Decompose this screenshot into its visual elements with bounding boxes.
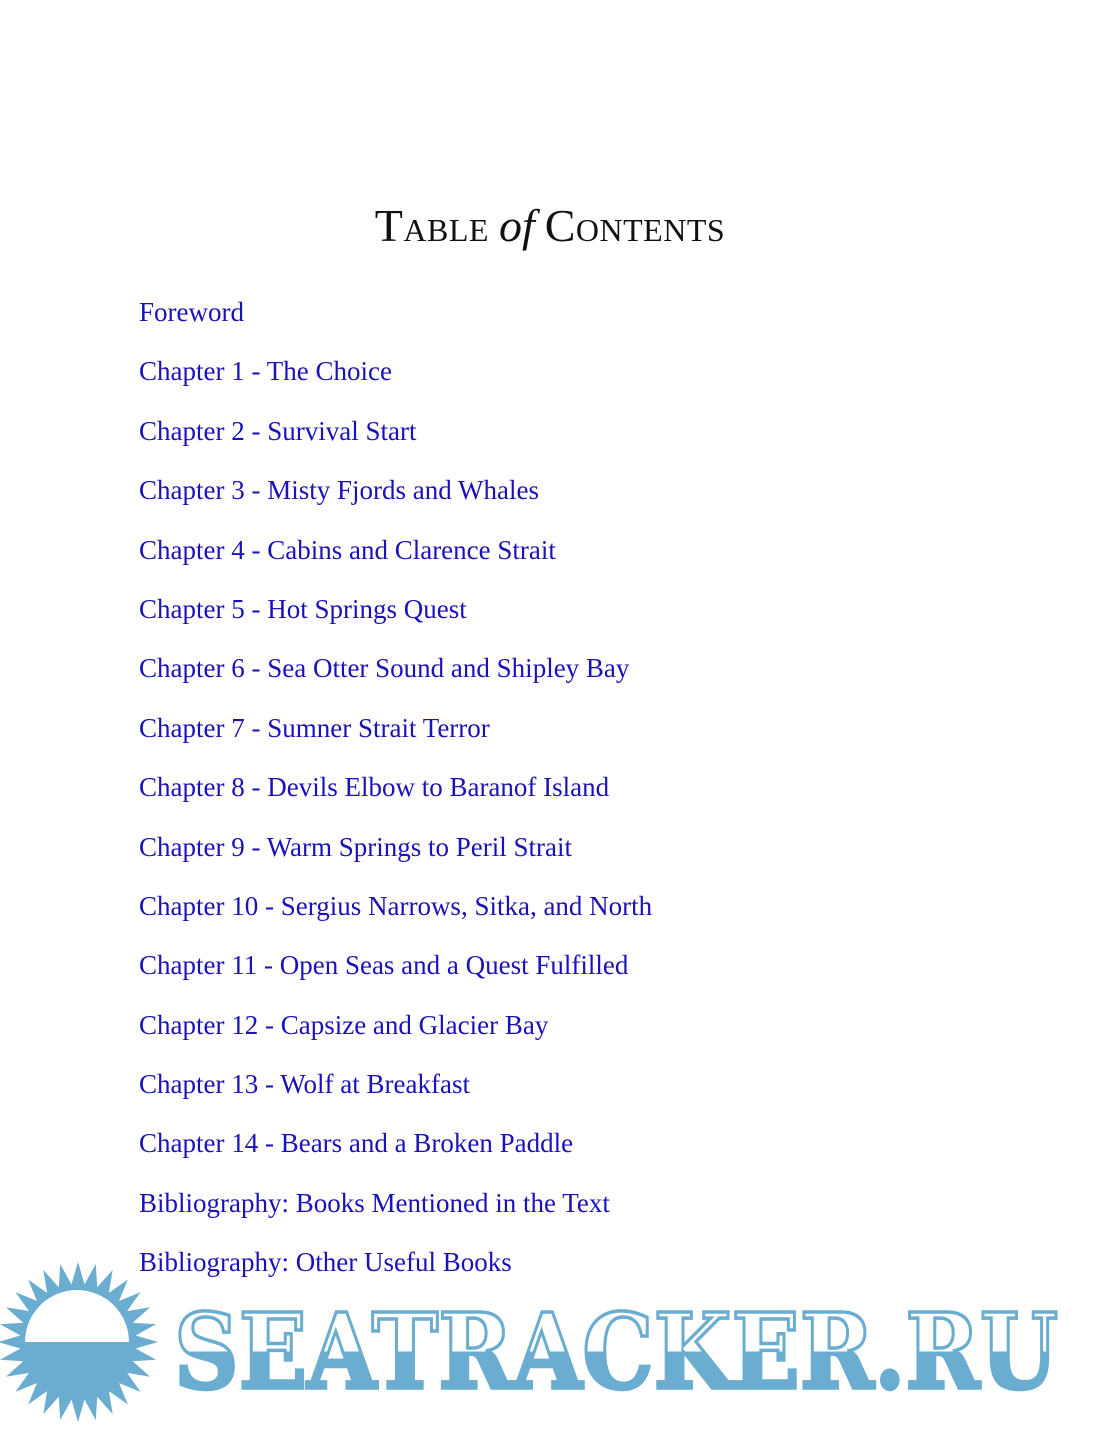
toc-link-chapter-6[interactable]: Chapter 6 - Sea Otter Sound and Shipley Bay (139, 653, 630, 684)
watermark-graphic (0, 1262, 1080, 1425)
toc-item-chapter-11 (139, 945, 652, 1004)
toc-item-bibliography-mentioned (139, 1183, 652, 1242)
toc-item-chapter-8 (139, 767, 652, 826)
toc-link-chapter-3[interactable]: Chapter 3 - Misty Fjords and Whales (139, 475, 539, 506)
toc-link-chapter-8[interactable]: Chapter 8 - Devils Elbow to Baranof Island (139, 772, 610, 803)
toc-link-chapter-1[interactable]: Chapter 1 - The Choice (139, 356, 392, 387)
toc-item-foreword (139, 292, 652, 351)
toc-item-chapter-3 (139, 470, 652, 529)
watermark (0, 1262, 1080, 1425)
toc-link-chapter-5[interactable]: Chapter 5 - Hot Springs Quest (139, 593, 467, 624)
toc-link-chapter-14[interactable]: Chapter 14 - Bears and a Broken Paddle (139, 1128, 574, 1159)
sun-icon (0, 1262, 158, 1422)
toc-item-chapter-6 (139, 648, 652, 707)
toc-item-chapter-2 (139, 411, 652, 470)
toc-item-chapter-13 (139, 1064, 652, 1123)
toc-link-chapter-12[interactable]: Chapter 12 - Capsize and Glacier Bay (139, 1009, 549, 1040)
toc-link-chapter-2[interactable]: Chapter 2 - Survival Start (139, 415, 417, 446)
toc-link-foreword[interactable]: Foreword (139, 297, 244, 327)
toc-link-chapter-4[interactable]: Chapter 4 - Cabins and Clarence Strait (139, 534, 556, 565)
toc-item-chapter-4 (139, 530, 652, 589)
toc-link-chapter-11[interactable]: Chapter 11 - Open Seas and a Quest Fulfilled (139, 950, 629, 981)
watermark-text: SEATRACKER.RU (174, 1290, 1058, 1413)
toc-item-chapter-10 (139, 886, 652, 945)
toc-link-bibliography-mentioned[interactable]: Bibliography: Books Mentioned in the Text (139, 1187, 610, 1218)
toc-item-chapter-14 (139, 1123, 652, 1182)
title-word-contents: Contents (544, 200, 726, 251)
toc-item-chapter-12 (139, 1005, 652, 1064)
toc-link-bibliography-other[interactable]: Bibliography: Other Useful Books (139, 1247, 512, 1278)
title-word-of: of (498, 200, 535, 251)
toc-item-chapter-5 (139, 589, 652, 648)
toc-list (139, 292, 652, 1302)
toc-link-chapter-10[interactable]: Chapter 10 - Sergius Narrows, Sitka, and North (139, 890, 653, 921)
toc-item-chapter-1 (139, 351, 652, 410)
toc-link-chapter-9[interactable]: Chapter 9 - Warm Springs to Peril Strait (139, 831, 573, 862)
page-title (0, 196, 1100, 256)
title-word-table: Table (374, 200, 489, 251)
toc-item-chapter-9 (139, 827, 652, 886)
toc-link-chapter-7[interactable]: Chapter 7 - Sumner Strait Terror (139, 712, 490, 743)
toc-link-chapter-13[interactable]: Chapter 13 - Wolf at Breakfast (139, 1069, 470, 1100)
toc-item-chapter-7 (139, 708, 652, 767)
